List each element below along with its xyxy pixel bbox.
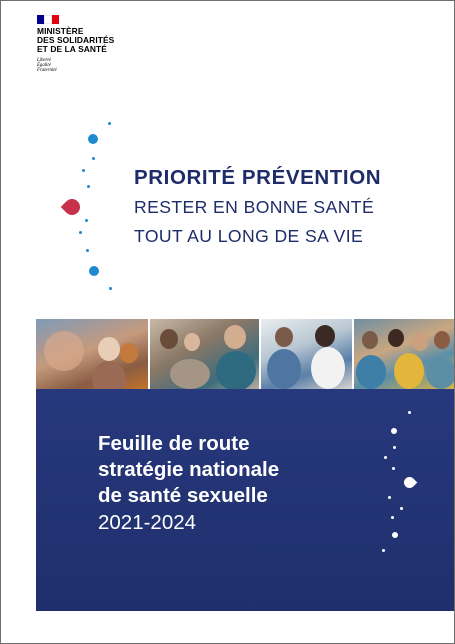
ministry-line: ET DE LA SANTÉ xyxy=(37,44,107,55)
photo-hands-and-seniors xyxy=(36,319,148,389)
roadmap-years: 2021-2024 xyxy=(98,511,197,534)
dot-icon xyxy=(388,496,391,499)
dot-icon xyxy=(92,157,95,160)
motto-line: Fraternité xyxy=(37,68,57,74)
motto-line: Égalité xyxy=(37,63,51,69)
dot-icon xyxy=(89,266,99,276)
dot-icon xyxy=(393,446,396,449)
dot-icon xyxy=(79,231,82,234)
dot-icon xyxy=(108,122,111,125)
roadmap-title-line-2: stratégie nationale xyxy=(98,458,280,481)
dot-icon xyxy=(391,428,397,434)
photo-classroom xyxy=(150,319,259,389)
priority-title: PRIORITÉ PRÉVENTION xyxy=(134,166,382,189)
subtitle-line-1: RESTER EN BONNE SANTÉ xyxy=(134,197,375,217)
dot-icon xyxy=(88,134,98,144)
ministry-line: MINISTÈRE xyxy=(37,26,84,36)
photo-group-of-friends xyxy=(354,319,455,389)
dot-icon xyxy=(86,249,89,252)
ministry-name xyxy=(37,27,127,55)
photo-strip xyxy=(36,319,455,389)
dot-icon xyxy=(82,169,85,172)
subtitle-line-2: TOUT AU LONG DE SA VIE xyxy=(134,226,364,246)
dot-icon xyxy=(400,507,403,510)
dot-icon xyxy=(87,185,90,188)
drop-icon xyxy=(402,475,418,491)
motto-line: Liberté xyxy=(37,57,51,63)
dot-icon xyxy=(392,467,395,470)
roadmap-title-line-3: de santé sexuelle xyxy=(98,484,268,507)
dot-icon xyxy=(382,549,385,552)
dot-icon xyxy=(85,219,88,222)
photo-medical-consultation xyxy=(261,319,352,389)
republic-motto xyxy=(37,58,127,74)
ministry-line: DES SOLIDARITÉS xyxy=(37,35,115,46)
drop-icon xyxy=(61,196,84,219)
dot-icon xyxy=(391,516,394,519)
roadmap-title-line-1: Feuille de route xyxy=(98,432,250,455)
dot-icon xyxy=(408,411,411,414)
dot-icon xyxy=(384,456,387,459)
dot-icon xyxy=(392,532,398,538)
french-flag-icon xyxy=(37,15,59,24)
dot-icon xyxy=(109,287,112,290)
ministry-logo xyxy=(37,15,127,74)
